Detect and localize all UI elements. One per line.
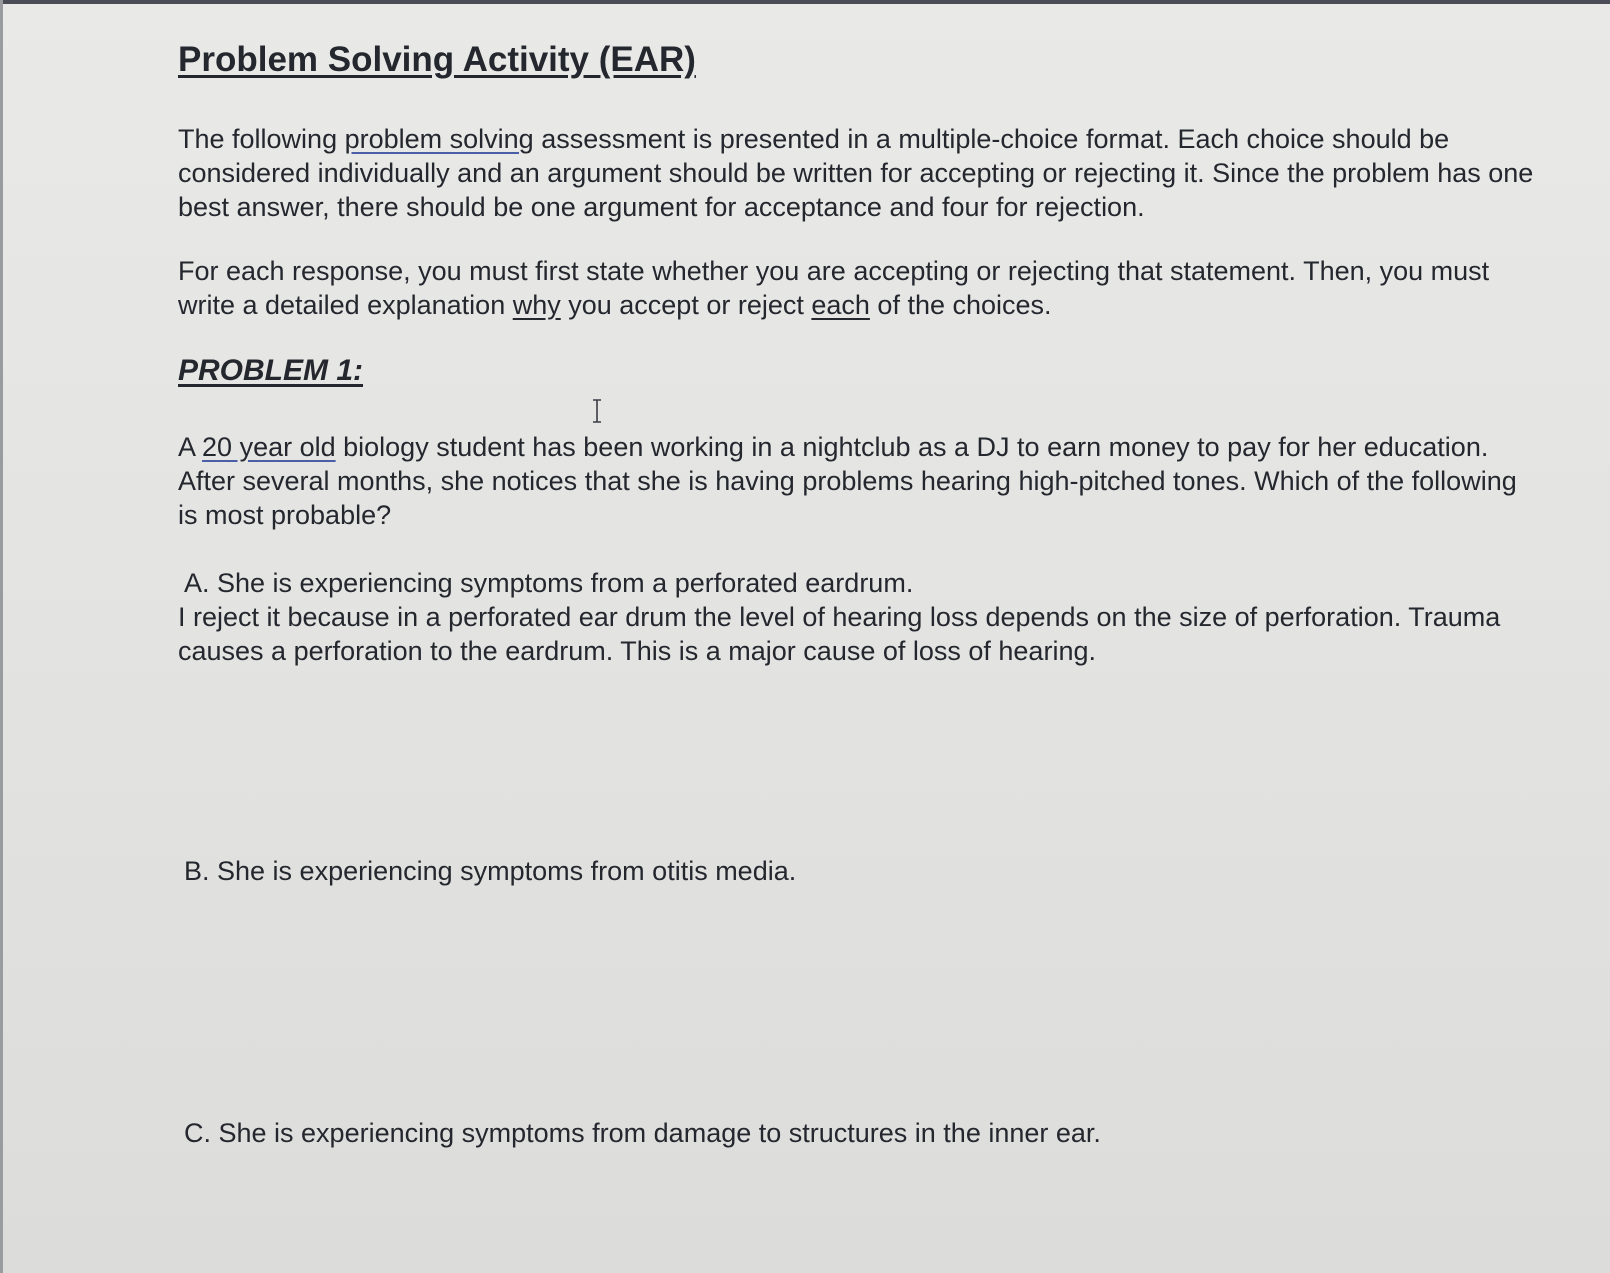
question-link-age: 20 year old — [202, 432, 336, 462]
instructions-paragraph — [178, 254, 1538, 322]
instructions-each: each — [811, 290, 870, 320]
choice-b-label: B. She is experiencing symptoms from otitis media. — [184, 856, 797, 886]
question-paragraph — [178, 430, 1538, 532]
question-text: A — [178, 432, 203, 462]
question-text-rest: biology student has been working in a nightclub as a DJ to earn money to pay for her education. After several months, she notices that she is having problems hearing high-pitched tones. Which of the following is most probable? — [178, 432, 1517, 530]
instructions-why: why — [512, 290, 561, 320]
intro-text: The following — [178, 124, 345, 154]
choice-a-answer[interactable]: I reject it because in a perforated ear drum the level of hearing loss depends on the size of perforation. Trauma causes a perforation to the eardrum. This is a major cause of loss of hearing. — [178, 602, 1501, 666]
instructions-text-mid: you accept or reject — [560, 290, 812, 320]
intro-text-rest: assessment is presented in a multiple-choice format. Each choice should be considered individually and an argument should be written for accepting or rejecting it. Since the problem has one best answer, there should be one argument for acceptance and four for rejection. — [178, 124, 1534, 222]
choice-a-label: A. She is experiencing symptoms from a perforated eardrum. — [184, 568, 914, 598]
instructions-text: For each response, you must first state whether you are accepting or rejecting that statement. Then, you must write a detailed explanation — [178, 256, 1490, 320]
instructions-text-end: of the choices. — [869, 290, 1052, 320]
choice-b-block — [178, 854, 1538, 888]
intro-paragraph — [178, 122, 1538, 224]
choice-c-label: C. She is experiencing symptoms from damage to structures in the inner ear. — [184, 1118, 1101, 1148]
screen-left-edge — [0, 0, 3, 1273]
document-body[interactable] — [178, 36, 1538, 1150]
choice-a-block — [178, 566, 1538, 668]
document-title: Problem Solving Activity (EAR) — [178, 40, 696, 79]
screen-top-edge — [0, 0, 1610, 4]
choice-c-block — [178, 1116, 1538, 1150]
intro-link-problem-solving: problem solving — [344, 124, 534, 154]
text-cursor-icon — [590, 398, 604, 424]
problem-heading: PROBLEM 1: — [178, 354, 364, 387]
